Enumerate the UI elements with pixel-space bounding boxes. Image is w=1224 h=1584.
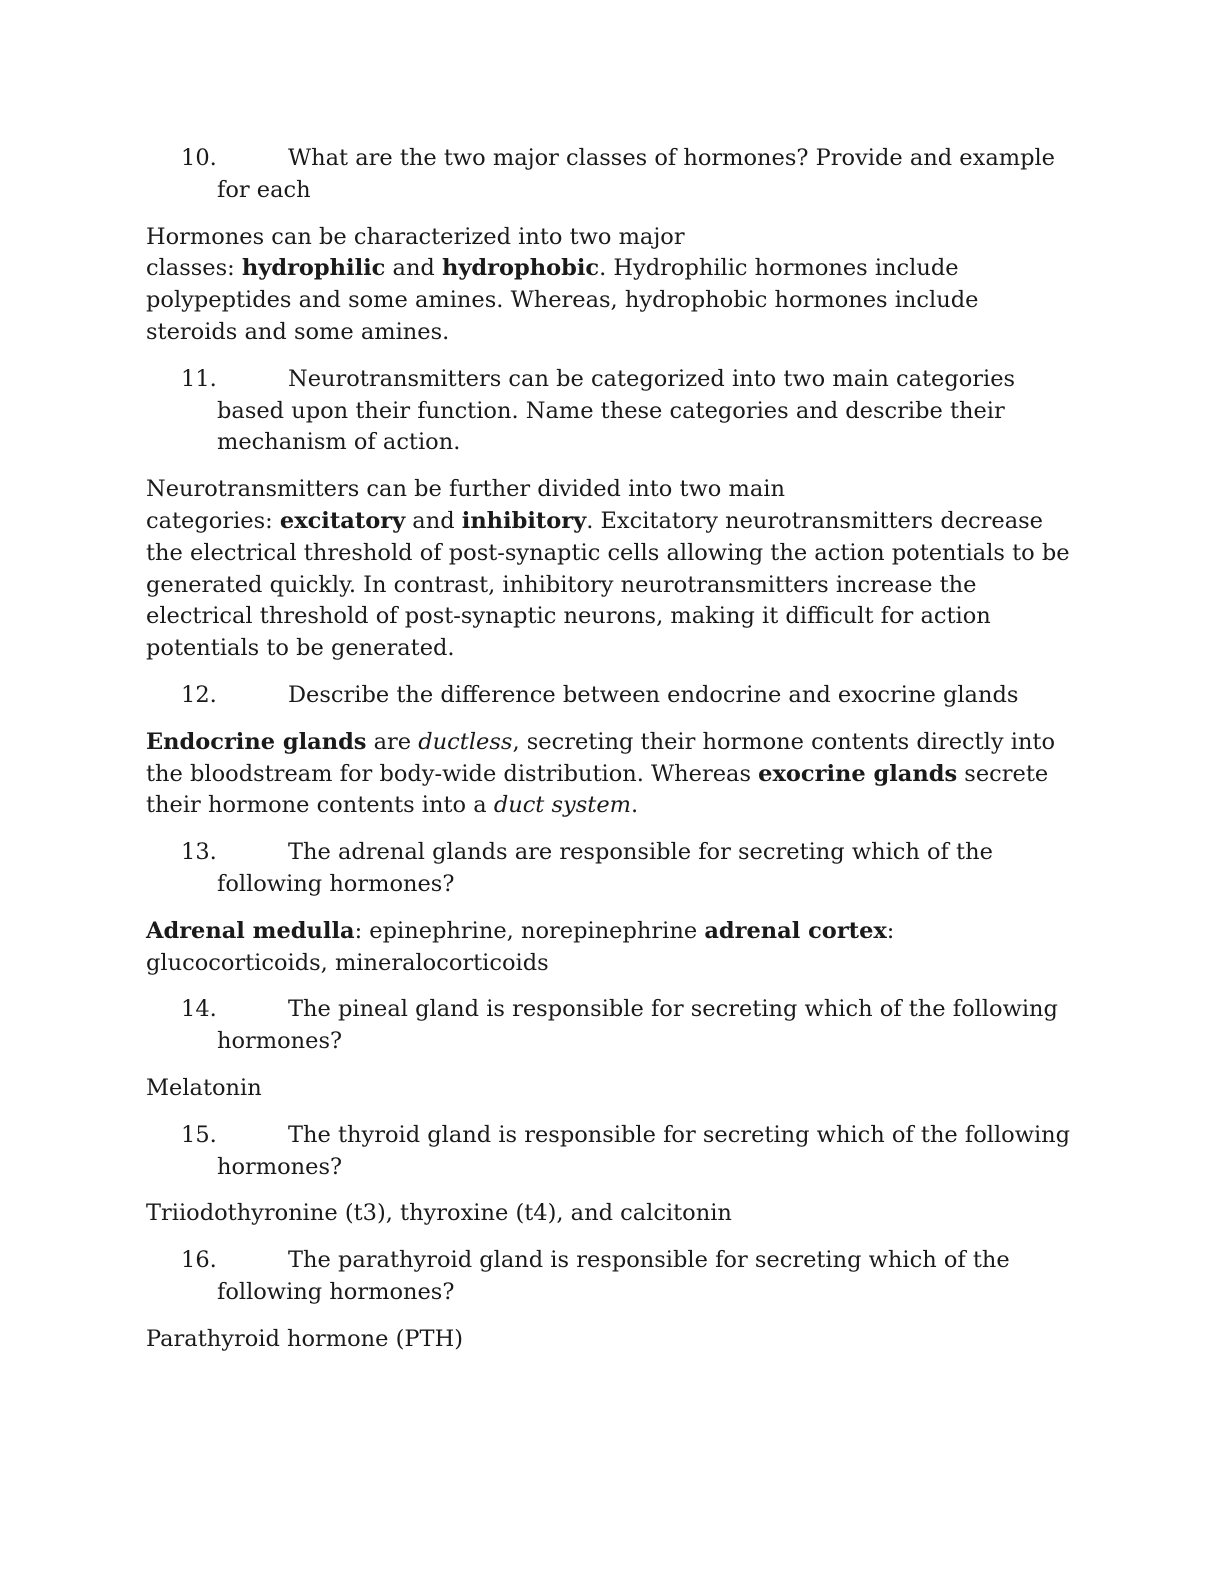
question-12 — [146, 680, 1076, 712]
bold-term: hydrophilic — [241, 255, 386, 282]
answer-paragraph: Parathyroid hormone (PTH) — [146, 1325, 463, 1352]
question-number: 11. — [181, 365, 217, 392]
question-number: 13. — [181, 839, 217, 866]
answer-paragraph — [146, 916, 1076, 980]
answer-text: , secreting their hormone contents directly into the bloodstream for body-wide distribution. Whereas — [146, 728, 1056, 787]
answer-paragraph — [146, 253, 1076, 348]
answer-text: . Excitatory neurotransmitters decrease the electrical threshold of post-synaptic cells allowing the action potentials to be generated quickly. In contrast, inhibitory neurotransmitters increase the electrical threshold of post-synaptic neurons, making it difficult for action potentials to be generated. — [146, 507, 1070, 662]
italic-term: duct system — [493, 792, 631, 819]
answer-paragraph — [146, 727, 1076, 822]
bold-term: exocrine glands — [758, 760, 958, 787]
bold-term: Endocrine glands — [146, 728, 367, 755]
question-10 — [146, 143, 1076, 207]
bold-term: excitatory — [279, 507, 406, 534]
answer-10 — [146, 222, 1076, 349]
italic-term: ductless — [418, 728, 513, 755]
document-body — [146, 143, 1076, 1371]
question-text: Describe the difference between endocrine and exocrine glands — [288, 681, 1019, 708]
answer-paragraph: Triiodothyronine (t3), thyroxine (t4), and calcitonin — [146, 1200, 732, 1227]
bold-term: inhibitory — [461, 507, 587, 534]
answer-text: : glucocorticoids, mineralocorticoids — [146, 917, 895, 976]
answer-14 — [146, 1073, 1076, 1105]
question-16 — [146, 1245, 1076, 1309]
question-15 — [146, 1120, 1076, 1184]
answer-paragraph: Melatonin — [146, 1074, 262, 1101]
answer-text: . Hydrophilic hormones include polypeptides and some amines. Whereas, hydrophobic hormones include steroids and some amines. — [146, 255, 979, 345]
answer-paragraph — [146, 506, 1076, 665]
answer-line: Hormones can be characterized into two major — [146, 223, 685, 250]
question-11 — [146, 364, 1076, 459]
question-number: 10. — [181, 145, 217, 171]
question-text: The thyroid gland is responsible for secreting which of the following hormones? — [217, 1121, 1071, 1180]
question-number: 12. — [181, 681, 217, 708]
answer-12 — [146, 727, 1076, 822]
question-text: The parathyroid gland is responsible for secreting which of the following hormones? — [217, 1247, 1010, 1305]
question-text: The adrenal glands are responsible for secreting which of the following hormones? — [217, 839, 993, 897]
question-text: What are the two major classes of hormones? Provide and example for each — [217, 145, 1055, 203]
bold-term: Adrenal medulla — [146, 917, 355, 944]
answer-13 — [146, 916, 1076, 980]
answer-11 — [146, 474, 1076, 665]
question-13 — [146, 837, 1076, 901]
answer-text: . — [631, 792, 639, 819]
question-text: Neurotransmitters can be categorized into two main categories based upon their function. Name these categories and describe their mechanism of action. — [217, 365, 1016, 456]
question-14 — [146, 994, 1076, 1058]
question-text: The pineal gland is responsible for secreting which of the following hormones? — [217, 996, 1058, 1055]
answer-text: and — [405, 507, 462, 534]
answer-text: classes: — [146, 255, 242, 282]
bold-term: adrenal cortex — [704, 917, 887, 944]
bold-term: hydrophobic — [442, 255, 600, 282]
question-number: 16. — [181, 1247, 217, 1274]
answer-text: and — [385, 255, 442, 282]
answer-15 — [146, 1198, 1076, 1230]
answer-16 — [146, 1324, 1076, 1356]
answer-line: Neurotransmitters can be further divided into two main — [146, 476, 785, 503]
question-number: 14. — [181, 996, 217, 1023]
question-number: 15. — [181, 1121, 217, 1148]
answer-text: categories: — [146, 507, 280, 534]
answer-text: : epinephrine, norepinephrine — [354, 917, 705, 944]
answer-text: secrete their hormone contents into a — [146, 760, 1049, 819]
answer-text: are — [366, 728, 419, 755]
